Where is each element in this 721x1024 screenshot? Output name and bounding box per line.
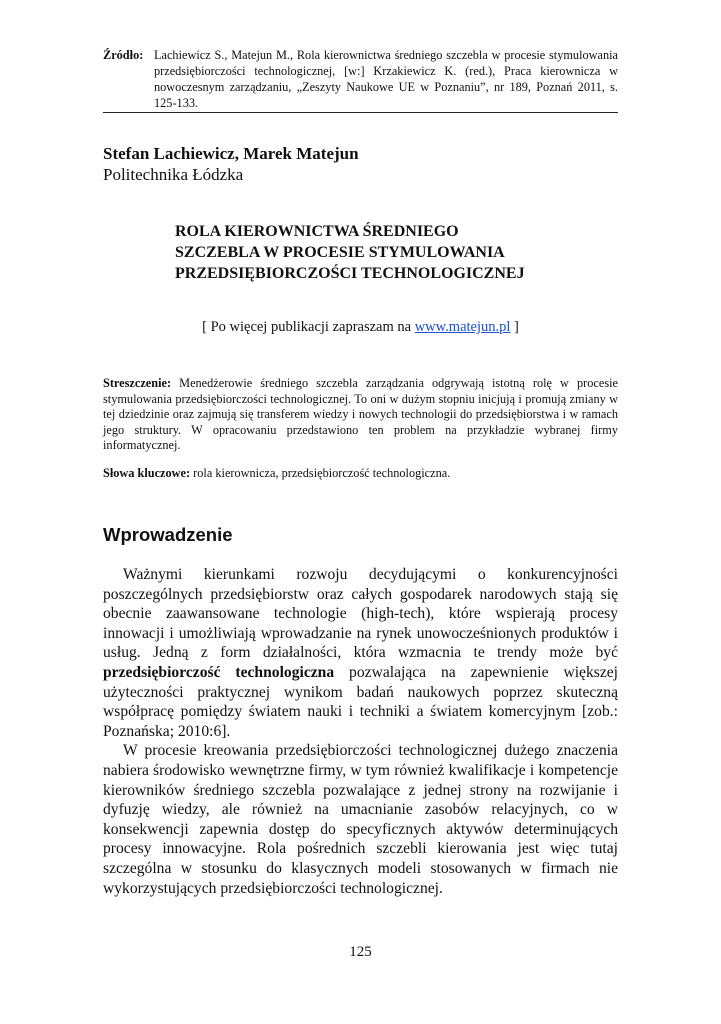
title-line-1: ROLA KIEROWNICTWA ŚREDNIEGO — [175, 223, 459, 240]
source-citation — [103, 47, 618, 111]
title-line-3: PRZEDSIĘBIORCZOŚCI TECHNOLOGICZNEJ — [175, 265, 525, 282]
authors-block — [103, 143, 618, 185]
keywords-text: rola kierownicza, przedsiębiorczość technologiczna. — [190, 466, 451, 480]
author-names: Stefan Lachiewicz, Marek Matejun — [103, 144, 359, 163]
title-line-2: SZCZEBLA W PROCESIE STYMULOWANIA — [175, 244, 505, 261]
promo-close: ] — [510, 319, 519, 335]
promo-note — [103, 319, 618, 336]
source-text: Lachiewicz S., Matejun M., Rola kierownictwa średniego szczebla w procesie stymulowania przedsiębiorczości technologicznej, [w:] Krzakiewicz K. (red.), Praca kierownicza w nowoczesnym zarządzaniu, „Zeszyty Naukowe UE w Poznaniu”, nr 189, Poznań 2011, s. 125-133. — [154, 48, 618, 110]
keywords — [103, 466, 618, 482]
paper-title — [175, 221, 615, 284]
header-divider — [103, 112, 618, 113]
page-number: 125 — [349, 944, 372, 960]
body-text — [103, 565, 618, 898]
source-label: Źródło: — [103, 48, 144, 62]
abstract-text: Menedżerowie średniego szczebla zarządzania odgrywają istotną rolę w procesie stymulowania przedsiębiorczości technologicznej. To oni w dużym stopniu inicjują i promują zmiany w tej dziedzinie oraz zajmują się transferem wiedzy i nowych technologii do przedsiębiorstwa i w ramach jego struktury. W opracowaniu przedstawiono ten problem na przykładzie wybranej firmy informatycznej. — [103, 376, 618, 453]
paragraph-1 — [103, 565, 618, 741]
keywords-label: Słowa kluczowe: — [103, 466, 191, 480]
website-link[interactable]: www.matejun.pl — [414, 319, 511, 335]
author-affiliation: Politechnika Łódzka — [103, 165, 244, 184]
section-heading: Wprowadzenie — [103, 524, 233, 545]
promo-open: [ Po więcej publikacji zapraszam na — [202, 319, 415, 335]
paragraph-1-end: pozwalająca na zapewnienie większej użyteczności praktycznej wynikom badań naukowych poprzez skuteczną współpracę pomiędzy światem nauki i techniki a światem komercyjnym [zob.: Poznańska; 2010:6]. — [103, 663, 618, 740]
paragraph-2: W procesie kreowania przedsiębiorczości technologicznej dużego znaczenia nabiera środowisko wewnętrzne firmy, w tym również kwalifikacje i kompetencje kierowników średniego szczebla pozwalające z jednej strony na rozwijanie i dyfuzję wiedzy, ale również na umacnianie zasobów relacyjnych, co w konsekwencji zapewnia dostęp do specyficznych aktywów determinujących procesy innowacyjne. Rola pośrednich szczebli kierowania jest więc tutaj szczególna w stosunku do klasycznych modeli stosowanych w firmach nie wykorzystujących przedsiębiorczości technologicznej. — [103, 742, 618, 897]
abstract — [103, 376, 618, 454]
paragraph-1-emphasis: przedsiębiorczość technologiczna — [103, 663, 335, 681]
paragraph-1-start: Ważnymi kierunkami rozwoju decydującymi o konkurencyjności poszczególnych przedsiębiorstw oraz całych gospodarek narodowych stają się obecnie zaawansowane technologie (high-tech), które wspierają procesy innowacji i umożliwiają wprowadzanie na rynek unowocześnionych produktów i usług. Jedną z form działalności, która wzmacnia te trendy może być — [103, 566, 618, 662]
abstract-label: Streszczenie: — [103, 376, 172, 390]
